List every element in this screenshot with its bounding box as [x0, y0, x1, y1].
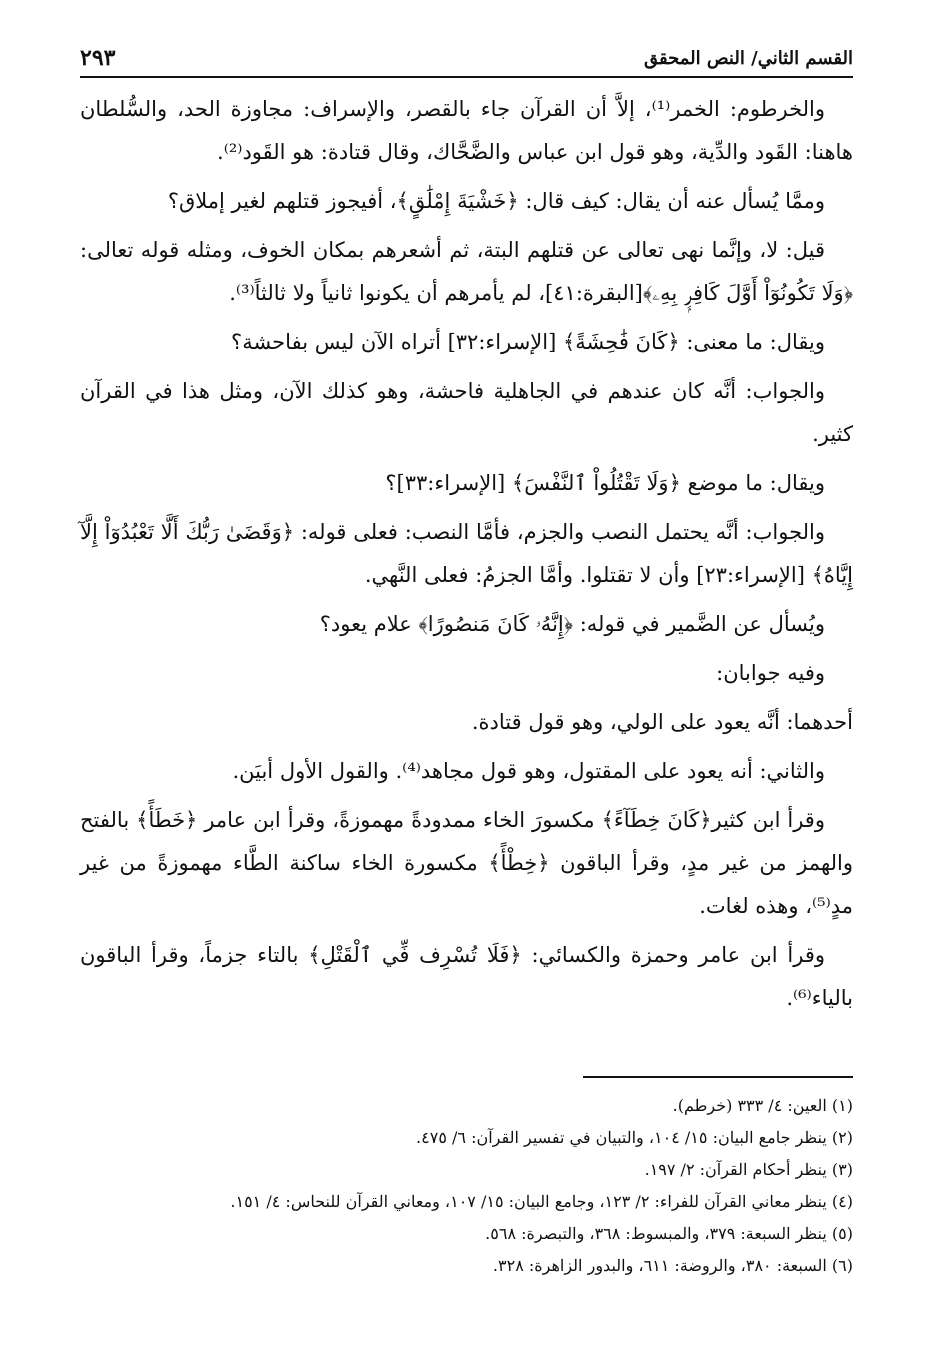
- paragraph: وممَّا يُسأل عنه أن يقال: كيف قال: ﴿خَشْيَةَ إِمْلَٰقٍ﴾، أفيجوز قتلهم لغير إملاق؟: [167, 189, 825, 213]
- footnote: (٦) السبعة: ٣٨٠، والروضة: ٦١١، والبدور الزاهرة: ٣٢٨.: [492, 1256, 853, 1275]
- main-text: [80, 88, 853, 1026]
- footnote: (٤) ينظر معاني القرآن للفراء: ٢/ ١٢٣، وجامع البيان: ١٥/ ١٠٧، ومعاني القرآن للنحاس: ٤/ ١٥١.: [230, 1192, 853, 1211]
- paragraph: ويقال: ما معنى: ﴿كَانَ فَٰحِشَةً﴾ [الإسراء:٣٢] أتراه الآن ليس بفاحشة؟: [231, 330, 825, 354]
- footnote-divider: [583, 1076, 853, 1078]
- footnote: (٥) ينظر السبعة: ٣٧٩، والمبسوط: ٣٦٨، والتبصرة: ٥٦٨.: [485, 1224, 853, 1243]
- footnote: (١) العين: ٤/ ٣٣٣ (خرطم).: [672, 1096, 853, 1115]
- footnote: (٢) ينظر جامع البيان: ١٥/ ١٠٤، والتبيان في تفسير القرآن: ٦/ ٤٧٥.: [416, 1128, 853, 1147]
- footnote: (٣) ينظر أحكام القرآن: ٢/ ١٩٧.: [644, 1160, 853, 1179]
- page-header: [80, 40, 853, 78]
- running-title: القسم الثاني/ النص المحقق: [643, 47, 853, 69]
- paragraph: ويقال: ما موضع ﴿وَلَا تَقْتُلُواْ ٱلنَّفْسَ﴾ [الإسراء:٣٣]؟: [385, 471, 825, 495]
- paragraph: وقرأ ابن كثير﴿كَانَ خِطَآءً﴾ مكسورَ الخاء ممدودةً مهموزةً، وقرأ ابن عامر ﴿خَطَأً﴾ بالفتح والهمز من غير مدٍ، وقرأ الباقون ﴿خِطْأً﴾ مكسورة الخاء ساكنة الطَّاء مهموزةً من غير مدٍ⁽⁵⁾، وهذه لغات.: [80, 808, 853, 918]
- paragraph: والجواب: أنَّه كان عندهم في الجاهلية فاحشة، وهو كذلك الآن، ومثل هذا في القرآن كثير.: [80, 379, 853, 446]
- footnotes: [80, 1090, 853, 1282]
- page-number: ٢٩٣: [80, 45, 116, 71]
- paragraph: والخرطوم: الخمر⁽¹⁾، إلاَّ أن القرآن جاء بالقصر، والإسراف: مجاوزة الحد، والسُّلطان هاهنا: القَود والدِّية، وهو قول ابن عباس والضَّحَّاك، وقال قتادة: هو القَود⁽²⁾.: [80, 97, 853, 164]
- paragraph: والثاني: أنه يعود على المقتول، وهو قول مجاهد⁽⁴⁾. والقول الأول أبيَن.: [232, 759, 825, 783]
- paragraph: أحدهما: أنَّه يعود على الولي، وهو قول قتادة.: [471, 710, 853, 734]
- paragraph: ويُسأل عن الضَّمير في قوله: ﴿إِنَّهُۥ كَانَ مَنصُورًا﴾ علام يعود؟: [319, 612, 825, 636]
- paragraph: قيل: لا، وإنَّما نهى تعالى عن قتلهم البتة، ثم أشعرهم بمكان الخوف، ومثله قوله تعالى: ﴿وَلَا تَكُونُوٓاْ أَوَّلَ كَافِرِۭ بِهِۦ﴾[البقرة:٤١]، لم يأمرهم أن يكونوا ثانياً ولا ثالثاً⁽³⁾.: [80, 238, 853, 305]
- paragraph: وفيه جوابان:: [716, 661, 825, 685]
- paragraph: وقرأ ابن عامر وحمزة والكسائي: ﴿فَلَا تُسْرِف فِّي ٱلْقَتْلِ﴾ بالتاء جزماً، وقرأ الباقون بالياء⁽⁶⁾.: [80, 943, 853, 1010]
- paragraph: والجواب: أنَّه يحتمل النصب والجزم، فأمَّا النصب: فعلى قوله: ﴿وَقَضَىٰ رَبُّكَ أَلَّا تَعْبُدُوٓاْ إِلَّآ إِيَّاهُ﴾ [الإسراء:٢٣] وأن لا تقتلوا. وأمَّا الجزمُ: فعلى النَّهي.: [80, 520, 853, 587]
